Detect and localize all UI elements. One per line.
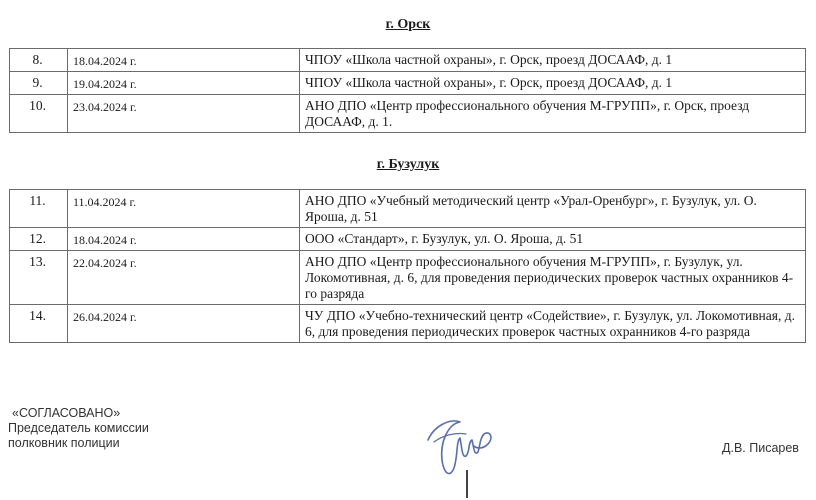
row-place: АНО ДПО «Учебный методический центр «Урал-Оренбург», г. Бузулук, ул. О. Яроша, д. 51 [300, 190, 806, 228]
row-place: ЧПОУ «Школа частной охраны», г. Орск, проезд ДОСААФ, д. 1 [300, 72, 806, 95]
table-row [10, 49, 806, 72]
table-row [10, 228, 806, 251]
row-number: 11. [10, 190, 68, 228]
row-date: 26.04.2024 г. [68, 305, 300, 343]
row-place: ЧУ ДПО «Учебно-технический центр «Содействие», г. Бузулук, ул. Локомотивная, д. 6, для проведения периодических проверок частных охранников 4-го разряда [300, 305, 806, 343]
table-row [10, 190, 806, 228]
row-date: 18.04.2024 г. [68, 228, 300, 251]
approval-agreed: «СОГЛАСОВАНО» [12, 406, 121, 420]
row-place: АНО ДПО «Центр профессионального обучения М-ГРУПП», г. Бузулук, ул. Локомотивная, д. 6, для проведения периодических проверок частных охранников 4-го разряда [300, 251, 806, 305]
row-date: 18.04.2024 г. [68, 49, 300, 72]
row-date: 19.04.2024 г. [68, 72, 300, 95]
row-place: АНО ДПО «Центр профессионального обучения М-ГРУПП», г. Орск, проезд ДОСААФ, д. 1. [300, 95, 806, 133]
section-title-orsk: г. Орск [385, 17, 431, 32]
table-row [10, 251, 806, 305]
handwritten-signature [420, 412, 500, 492]
row-number: 14. [10, 305, 68, 343]
row-number: 13. [10, 251, 68, 305]
approval-block [8, 406, 149, 451]
row-number: 10. [10, 95, 68, 133]
row-date: 22.04.2024 г. [68, 251, 300, 305]
row-date: 11.04.2024 г. [68, 190, 300, 228]
approval-rank: полковник полиции [8, 436, 120, 450]
row-place: ООО «Стандарт», г. Бузулук, ул. О. Яроша, д. 51 [300, 228, 806, 251]
approval-position: Председатель комиссии [8, 421, 149, 435]
schedule-table-orsk [9, 48, 806, 133]
row-place: ЧПОУ «Школа частной охраны», г. Орск, проезд ДОСААФ, д. 1 [300, 49, 806, 72]
table-row [10, 95, 806, 133]
signatory-name: Д.В. Писарев [722, 441, 799, 455]
table-row [10, 305, 806, 343]
table-row [10, 72, 806, 95]
scan-mark [466, 470, 468, 498]
row-number: 9. [10, 72, 68, 95]
row-date: 23.04.2024 г. [68, 95, 300, 133]
row-number: 12. [10, 228, 68, 251]
row-number: 8. [10, 49, 68, 72]
schedule-table-buzuluk [9, 189, 806, 343]
section-title-buzuluk: г. Бузулук [376, 157, 440, 172]
